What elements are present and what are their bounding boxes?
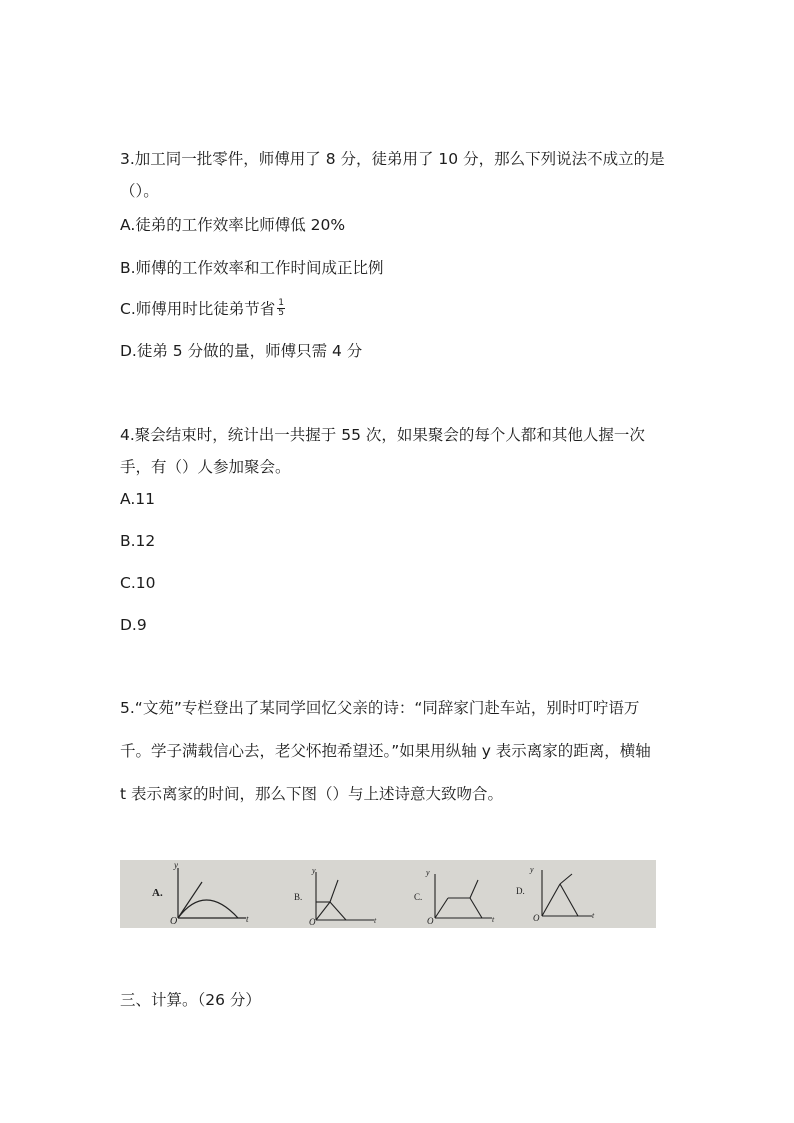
graph-c-segment-3: [470, 898, 482, 918]
graph-a-y-label: y: [174, 860, 178, 870]
graph-c-segment-1: [435, 898, 448, 918]
fraction-denominator: 5: [278, 308, 284, 318]
q4-stem-line2: 手，有（）人参加聚会。: [120, 458, 291, 476]
graph-d-y-label: y: [530, 865, 534, 874]
graph-c-t-label: t: [492, 915, 495, 924]
graph-a-curve: [178, 900, 238, 918]
graph-c-label: C.: [414, 892, 423, 902]
graph-d-origin-label: O: [533, 913, 540, 923]
graph-d-label: D.: [516, 886, 525, 896]
graph-b-segment-3: [330, 902, 346, 920]
graph-d: [542, 870, 592, 916]
q5-figure: [120, 860, 656, 928]
graph-c-segment-4: [470, 880, 478, 898]
graph-b-segment-4: [330, 880, 338, 902]
graph-a: [178, 868, 246, 918]
graph-a-line: [178, 882, 202, 918]
graph-c-y-label: y: [426, 868, 430, 877]
graph-b: [316, 872, 374, 920]
q3-stem-line2: （）。: [120, 182, 159, 200]
section-3-heading: 三、计算。（26 分）: [120, 991, 261, 1009]
q4-option-b: B.12: [120, 532, 156, 550]
q3-option-d: D.徒弟 5 分做的量，师傅只需 4 分: [120, 342, 363, 360]
fraction-one-fifth: [277, 299, 285, 318]
graph-d-t-label: t: [592, 911, 595, 920]
q4-stem-line1: 4.聚会结束时，统计出一共握于 55 次，如果聚会的每个人都和其他人握一次: [120, 426, 645, 444]
q3-option-a: A.徒弟的工作效率比师傅低 20%: [120, 216, 346, 234]
q4-option-c: C.10: [120, 574, 156, 592]
q5-stem-line1: 5.“文苑”专栏登出了某同学回忆父亲的诗：“同辞家门赴车站，别时叮咛语万: [120, 699, 640, 717]
graph-d-segment-2: [560, 884, 578, 916]
graph-b-origin-label: O: [309, 917, 316, 927]
q3-stem-line1: 3.加工同一批零件，师傅用了 8 分，徒弟用了 10 分，那么下列说法不成立的是: [120, 150, 665, 168]
graph-a-label: A.: [152, 887, 163, 899]
q3-option-b: B.师傅的工作效率和工作时间成正比例: [120, 259, 384, 277]
graph-b-t-label: t: [374, 916, 377, 925]
graph-d-segment-3: [560, 874, 572, 884]
graph-c-origin-label: O: [427, 916, 434, 926]
graph-c: [435, 874, 492, 918]
graph-b-label: B.: [294, 892, 303, 902]
graph-a-t-label: t: [246, 914, 249, 924]
graph-b-segment-1: [316, 902, 330, 920]
q5-stem-line2: 千。学子满载信心去，老父怀抱希望还。”如果用纵轴 y 表示离家的距离，横轴: [120, 742, 651, 760]
q3-option-c-text: C.师傅用时比徒弟节省: [120, 300, 276, 318]
q4-option-d: D.9: [120, 616, 147, 634]
graph-d-segment-1: [542, 884, 560, 916]
q4-option-a: A.11: [120, 490, 155, 508]
q5-stem-line3: t 表示离家的时间，那么下图（）与上述诗意大致吻合。: [120, 785, 504, 803]
graph-a-origin-label: O: [170, 916, 178, 927]
graph-b-y-label: y: [312, 866, 316, 875]
q3-option-c: [120, 298, 285, 320]
fraction-numerator: 1: [278, 298, 284, 308]
